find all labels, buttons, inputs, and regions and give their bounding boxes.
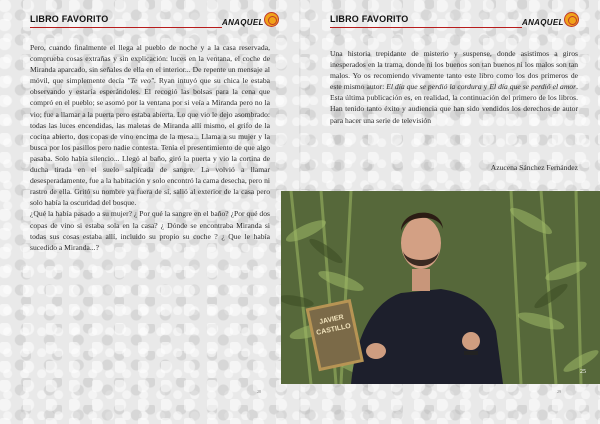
author-photo-image [281,191,600,384]
section-title: LIBRO FAVORITO [30,14,109,24]
review-paragraph [330,48,578,126]
section-title: LIBRO FAVORITO [330,14,409,24]
italic-run: El día que se perdió la cordura [386,82,482,92]
photo-number: 25 [580,369,586,375]
brand-name: ANAQUEL [522,18,564,27]
text-run: . Ryan intuyó que su chica le estaba observando y estaría esperándoles. El recogió las bolsas para la cena que compró en el pueblo; se asomó por la ventana por si veía a Miranda pero no la vio; fue a llamar a la puerta pero estaba abierta. Lo que vio le dejo asombrado: todas las luces encendidas, las maletas de Miranda allí mismo, el grifo de la cocina abierto, dos copas de vino encima de la mesa... Llama a su mujer y la busca por los pasillos pero nadie contesta. Tenía el presentimiento de que algo pasaba. Solo había silencio... Llegó al baño, giró la puerta y vio la cortina de ducha tirada en el suelo salpicada de sangre. La volvió a llamar desesperadamente, fue a la habitación y solo encontró la cama desecha, pero ni rastro de ella. Gritó su nombre ya fuera de sí, salió al exterior de la casa pero solo había la oscuridad del bosque. [30,76,271,208]
review-author: Azucena Sánchez Fernández [490,163,578,172]
text-run: y [481,82,490,92]
anaquel-logo-icon [564,12,579,27]
right-header [330,12,582,32]
text-run: ¿Qué la había pasado a su mujer? ¿ Por qué la sangre en el baño? ¿Por qué dos copas de vino si estaba sola en la casa? ¿ Dónde se encontraba Miranda si todas sus cosas estaba allí, incluido su propio su coche ? ¿ Que le había sucedido a Miranda...? [30,209,270,252]
header-rule [330,27,522,28]
story-text [30,42,270,253]
text-run: Una historia trepidante de misterio y suspense, donde asistimos a giros inesperados en la trama, donde ni los buenos son tan buenos ni los malos son tan malos. Yo os recomiendo vivamente tanto este libro como los dos primeros de este mismo autor: [330,49,578,92]
page-number: 29 [557,389,561,394]
book-cover-line: CASTILLO [315,322,352,337]
header-rule [30,27,222,28]
italic-run: El día que se perdió el amor [489,82,577,92]
story-paragraph [30,208,270,252]
brand-name: ANAQUEL [222,18,264,27]
text-run: Pero, cuando finalmente el llega al pueblo de noche y a la casa reservada, comprueba cosas extrañas y sin explicación: luces en la ventana, el coche de Miranda aparcado, sin señales de ella en el interior... De repente un mensaje al móvil, que simplemente decía [30,43,270,86]
author-photo [281,191,600,384]
book-cover-line: JAVIER [318,313,345,326]
page-number: 28 [257,389,261,394]
anaquel-logo-icon [264,12,279,27]
story-paragraph [30,42,270,208]
italic-run: "Te veo" [127,76,155,86]
left-header [30,12,282,32]
text-run: . Esta última publicación es, en realidad, la continuación del primero de los libros. Han tenido tanto éxito y audiencia que han sido vendidos los derechos de autor para hacer una serie de televisión [330,82,578,125]
review-text [330,48,578,126]
